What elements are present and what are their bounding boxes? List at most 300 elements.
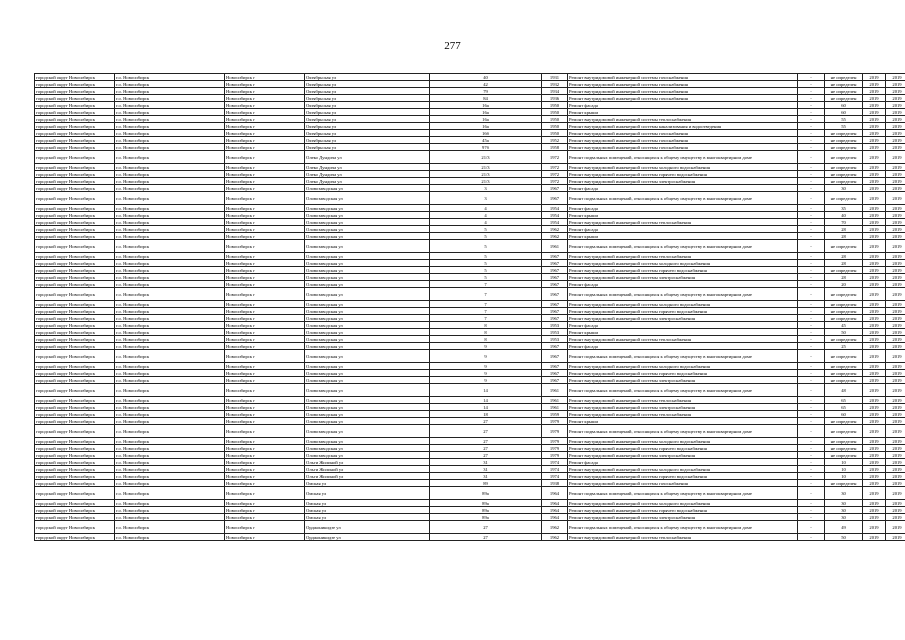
cell-district: г.о. Новосибирск <box>115 343 225 350</box>
cell-end-year: 2019 <box>886 288 905 301</box>
cell-cost: не определен <box>825 363 863 370</box>
cell-cost: 25 <box>825 343 863 350</box>
cell-work-type: Ремонт внутридомовой инженерной системы теплоснабжения <box>568 336 798 343</box>
cell-year: 1961 <box>542 404 568 411</box>
table-row <box>35 205 905 212</box>
cell-street: Ольги Жилиной ул <box>305 473 430 480</box>
cell-work-type: Ремонт внутридомовой инженерной системы газоснабжения <box>568 144 798 151</box>
cell-street: Оловозаводская ул <box>305 452 430 459</box>
cell-street: Октябрьская ул <box>305 144 430 151</box>
cell-end-year: 2019 <box>886 88 905 95</box>
cell-street: Ольги Жилиной ул <box>305 466 430 473</box>
cell-street: Омская ул <box>305 514 430 521</box>
cell-city: Новосибирск г <box>225 137 305 144</box>
cell-end-year: 2019 <box>886 151 905 164</box>
cell-house: 9 <box>430 343 542 350</box>
cell-street: Октябрьская ул <box>305 137 430 144</box>
cell-cost: не определен <box>825 301 863 308</box>
cell-work-type: Ремонт внутридомовой инженерной системы газоснабжения <box>568 137 798 144</box>
cell-dash: - <box>798 452 825 459</box>
cell-city: Новосибирск г <box>225 487 305 500</box>
cell-dash: - <box>798 473 825 480</box>
cell-house: 7 <box>430 288 542 301</box>
table-row <box>35 74 905 81</box>
cell-cost: 10 <box>825 473 863 480</box>
cell-house: 27 <box>430 438 542 445</box>
cell-end-year: 2019 <box>886 192 905 205</box>
cell-municipality: городской округ Новосибирск <box>35 192 115 205</box>
cell-cost: не определен <box>825 178 863 185</box>
cell-end-year: 2019 <box>886 452 905 459</box>
cell-start-year: 2019 <box>863 534 886 541</box>
cell-start-year: 2019 <box>863 274 886 281</box>
cell-city: Новосибирск г <box>225 123 305 130</box>
cell-municipality: городской округ Новосибирск <box>35 466 115 473</box>
cell-end-year: 2019 <box>886 315 905 322</box>
cell-end-year: 2019 <box>886 308 905 315</box>
cell-municipality: городской округ Новосибирск <box>35 315 115 322</box>
cell-cost: не определен <box>825 144 863 151</box>
cell-work-type: Ремонт фасада <box>568 459 798 466</box>
cell-city: Новосибирск г <box>225 95 305 102</box>
cell-city: Новосибирск г <box>225 178 305 185</box>
cell-municipality: городской округ Новосибирск <box>35 109 115 116</box>
cell-work-type: Ремонт внутридомовой инженерной системы теплоснабжения <box>568 116 798 123</box>
cell-end-year: 2019 <box>886 487 905 500</box>
cell-end-year: 2019 <box>886 411 905 418</box>
cell-city: Новосибирск г <box>225 343 305 350</box>
cell-year: 1932 <box>542 81 568 88</box>
cell-dash: - <box>798 521 825 534</box>
cell-start-year: 2019 <box>863 130 886 137</box>
cell-city: Новосибирск г <box>225 192 305 205</box>
cell-house: 89 <box>430 480 542 487</box>
cell-dash: - <box>798 260 825 267</box>
cell-dash: - <box>798 480 825 487</box>
cell-city: Новосибирск г <box>225 350 305 363</box>
cell-work-type: Ремонт внутридомовой инженерной системы горячего водоснабжения <box>568 171 798 178</box>
cell-end-year: 2019 <box>886 329 905 336</box>
cell-start-year: 2019 <box>863 363 886 370</box>
cell-start-year: 2019 <box>863 514 886 521</box>
table-row <box>35 445 905 452</box>
cell-house: 5 <box>430 260 542 267</box>
cell-municipality: городской округ Новосибирск <box>35 253 115 260</box>
table-row <box>35 500 905 507</box>
cell-street: Октябрьская ул <box>305 88 430 95</box>
cell-dash: - <box>798 130 825 137</box>
cell-end-year: 2019 <box>886 144 905 151</box>
table-row <box>35 411 905 418</box>
cell-dash: - <box>798 123 825 130</box>
cell-start-year: 2019 <box>863 459 886 466</box>
cell-district: г.о. Новосибирск <box>115 384 225 397</box>
cell-street: Оловозаводская ул <box>305 329 430 336</box>
cell-start-year: 2019 <box>863 253 886 260</box>
cell-end-year: 2019 <box>886 425 905 438</box>
cell-district: г.о. Новосибирск <box>115 534 225 541</box>
cell-district: г.о. Новосибирск <box>115 95 225 102</box>
cell-district: г.о. Новосибирск <box>115 397 225 404</box>
cell-district: г.о. Новосибирск <box>115 178 225 185</box>
cell-start-year: 2019 <box>863 507 886 514</box>
cell-house: 16а <box>430 123 542 130</box>
cell-district: г.о. Новосибирск <box>115 81 225 88</box>
cell-year: 1954 <box>542 212 568 219</box>
cell-dash: - <box>798 507 825 514</box>
table-row <box>35 315 905 322</box>
cell-start-year: 2019 <box>863 171 886 178</box>
cell-work-type: Ремонт подвальных помещений, относящихся к общему имуществу в многоквартирном доме <box>568 487 798 500</box>
cell-cost: 65 <box>825 404 863 411</box>
cell-city: Новосибирск г <box>225 226 305 233</box>
cell-street: Олеко Дундича ул <box>305 171 430 178</box>
cell-municipality: городской округ Новосибирск <box>35 521 115 534</box>
cell-district: г.о. Новосибирск <box>115 500 225 507</box>
cell-end-year: 2019 <box>886 74 905 81</box>
cell-street: Оловозаводская ул <box>305 425 430 438</box>
cell-end-year: 2019 <box>886 123 905 130</box>
cell-start-year: 2019 <box>863 95 886 102</box>
cell-house: 9 <box>430 350 542 363</box>
table-row <box>35 425 905 438</box>
cell-cost: 35 <box>825 205 863 212</box>
cell-dash: - <box>798 370 825 377</box>
table-row <box>35 178 905 185</box>
cell-start-year: 2019 <box>863 350 886 363</box>
cell-work-type: Ремонт внутридомовой инженерной системы газоснабжения <box>568 81 798 88</box>
cell-work-type: Ремонт подвальных помещений, относящихся к общему имуществу в многоквартирном доме <box>568 192 798 205</box>
cell-city: Новосибирск г <box>225 130 305 137</box>
cell-city: Новосибирск г <box>225 171 305 178</box>
cell-work-type: Ремонт внутридомовой инженерной системы теплоснабжения <box>568 219 798 226</box>
cell-municipality: городской округ Новосибирск <box>35 81 115 88</box>
cell-street: Олеко Дундича ул <box>305 151 430 164</box>
cell-year: 1967 <box>542 370 568 377</box>
cell-city: Новосибирск г <box>225 466 305 473</box>
cell-city: Новосибирск г <box>225 411 305 418</box>
cell-municipality: городской округ Новосибирск <box>35 185 115 192</box>
cell-year: 1961 <box>542 397 568 404</box>
cell-work-type: Ремонт внутридомовой инженерной системы холодного водоснабжения <box>568 301 798 308</box>
cell-district: г.о. Новосибирск <box>115 151 225 164</box>
cell-work-type: Ремонт внутридомовой инженерной системы канализования и водоотведения <box>568 123 798 130</box>
cell-municipality: городской округ Новосибирск <box>35 102 115 109</box>
cell-start-year: 2019 <box>863 322 886 329</box>
cell-house: 9 <box>430 377 542 384</box>
table-row <box>35 130 905 137</box>
cell-city: Новосибирск г <box>225 116 305 123</box>
table-row <box>35 370 905 377</box>
table-row <box>35 507 905 514</box>
cell-city: Новосибирск г <box>225 308 305 315</box>
cell-street: Оловозаводская ул <box>305 267 430 274</box>
cell-work-type: Ремонт внутридомовой инженерной системы теплоснабжения <box>568 534 798 541</box>
cell-work-type: Ремонт внутридомовой инженерной системы теплоснабжения <box>568 411 798 418</box>
cell-city: Новосибирск г <box>225 164 305 171</box>
cell-district: г.о. Новосибирск <box>115 418 225 425</box>
cell-house: 4 <box>430 212 542 219</box>
cell-work-type: Ремонт фасада <box>568 322 798 329</box>
cell-start-year: 2019 <box>863 521 886 534</box>
cell-street: Оловозаводская ул <box>305 397 430 404</box>
cell-dash: - <box>798 144 825 151</box>
cell-district: г.о. Новосибирск <box>115 130 225 137</box>
cell-house: 31 <box>430 466 542 473</box>
cell-dash: - <box>798 322 825 329</box>
cell-cost: 10 <box>825 466 863 473</box>
cell-year: 1950 <box>542 130 568 137</box>
cell-year: 1953 <box>542 322 568 329</box>
cell-dash: - <box>798 219 825 226</box>
cell-city: Новосибирск г <box>225 452 305 459</box>
cell-district: г.о. Новосибирск <box>115 322 225 329</box>
cell-dash: - <box>798 534 825 541</box>
cell-house: 5 <box>430 240 542 253</box>
cell-work-type: Ремонт подвальных помещений, относящихся к общему имуществу в многоквартирном доме <box>568 288 798 301</box>
cell-start-year: 2019 <box>863 425 886 438</box>
cell-cost: не определен <box>825 350 863 363</box>
cell-work-type: Ремонт подвальных помещений, относящихся к общему имуществу в многоквартирном доме <box>568 350 798 363</box>
cell-work-type: Ремонт крыши <box>568 212 798 219</box>
cell-start-year: 2019 <box>863 418 886 425</box>
cell-dash: - <box>798 487 825 500</box>
table-row <box>35 397 905 404</box>
cell-district: г.о. Новосибирск <box>115 438 225 445</box>
cell-cost: 60 <box>825 102 863 109</box>
cell-work-type: Ремонт внутридомовой инженерной системы горячего водоснабжения <box>568 370 798 377</box>
cell-work-type: Ремонт крыши <box>568 233 798 240</box>
cell-house: 84 <box>430 95 542 102</box>
cell-house: 8 <box>430 322 542 329</box>
cell-work-type: Ремонт внутридомовой инженерной системы холодного водоснабжения <box>568 438 798 445</box>
cell-start-year: 2019 <box>863 445 886 452</box>
cell-street: Оловозаводская ул <box>305 301 430 308</box>
cell-house: 5 <box>430 274 542 281</box>
cell-cost: 28 <box>825 226 863 233</box>
cell-end-year: 2019 <box>886 397 905 404</box>
cell-end-year: 2019 <box>886 418 905 425</box>
cell-street: Оловозаводская ул <box>305 274 430 281</box>
cell-end-year: 2019 <box>886 473 905 480</box>
cell-start-year: 2019 <box>863 240 886 253</box>
cell-house: 14 <box>430 397 542 404</box>
cell-municipality: городской округ Новосибирск <box>35 370 115 377</box>
cell-street: Оловозаводская ул <box>305 315 430 322</box>
cell-municipality: городской округ Новосибирск <box>35 350 115 363</box>
cell-dash: - <box>798 425 825 438</box>
cell-city: Новосибирск г <box>225 445 305 452</box>
cell-street: Оловозаводская ул <box>305 322 430 329</box>
cell-year: 1979 <box>542 452 568 459</box>
cell-dash: - <box>798 205 825 212</box>
table-row <box>35 226 905 233</box>
cell-municipality: городской округ Новосибирск <box>35 212 115 219</box>
cell-work-type: Ремонт подвальных помещений, относящихся к общему имуществу в многоквартирном доме <box>568 151 798 164</box>
cell-city: Новосибирск г <box>225 500 305 507</box>
cell-cost: не определен <box>825 192 863 205</box>
cell-house: 21/3 <box>430 151 542 164</box>
cell-municipality: городской округ Новосибирск <box>35 445 115 452</box>
cell-street: Октябрьская ул <box>305 109 430 116</box>
cell-end-year: 2019 <box>886 377 905 384</box>
page-number: 277 <box>444 40 461 52</box>
cell-start-year: 2019 <box>863 88 886 95</box>
table-row <box>35 452 905 459</box>
cell-cost: 28 <box>825 253 863 260</box>
cell-start-year: 2019 <box>863 397 886 404</box>
cell-street: Оловозаводская ул <box>305 212 430 219</box>
cell-cost: 28 <box>825 260 863 267</box>
cell-district: г.о. Новосибирск <box>115 473 225 480</box>
cell-house: 16а <box>430 116 542 123</box>
cell-city: Новосибирск г <box>225 267 305 274</box>
table-row <box>35 240 905 253</box>
cell-street: Олеко Дундича ул <box>305 178 430 185</box>
cell-end-year: 2019 <box>886 95 905 102</box>
cell-year: 1961 <box>542 240 568 253</box>
cell-house: 31 <box>430 459 542 466</box>
cell-district: г.о. Новосибирск <box>115 377 225 384</box>
cell-end-year: 2019 <box>886 363 905 370</box>
cell-house: 40 <box>430 74 542 81</box>
cell-work-type: Ремонт внутридомовой инженерной системы электроснабжения <box>568 274 798 281</box>
cell-municipality: городской округ Новосибирск <box>35 329 115 336</box>
cell-house: 31 <box>430 473 542 480</box>
cell-work-type: Ремонт внутридомовой инженерной системы электроснабжения <box>568 514 798 521</box>
cell-street: Олеко Дундича ул <box>305 164 430 171</box>
cell-street: Оловозаводская ул <box>305 363 430 370</box>
cell-city: Новосибирск г <box>225 425 305 438</box>
cell-dash: - <box>798 240 825 253</box>
cell-cost: не определен <box>825 370 863 377</box>
cell-municipality: городской округ Новосибирск <box>35 343 115 350</box>
cell-municipality: городской округ Новосибирск <box>35 151 115 164</box>
cell-street: Оловозаводская ул <box>305 233 430 240</box>
cell-house: 4 <box>430 219 542 226</box>
cell-cost: 20 <box>825 281 863 288</box>
cell-district: г.о. Новосибирск <box>115 137 225 144</box>
cell-dash: - <box>798 233 825 240</box>
cell-city: Новосибирск г <box>225 397 305 404</box>
cell-street: Оловозаводская ул <box>305 445 430 452</box>
table-row <box>35 384 905 397</box>
cell-year: 1964 <box>542 500 568 507</box>
cell-end-year: 2019 <box>886 171 905 178</box>
cell-cost: не определен <box>825 164 863 171</box>
cell-municipality: городской округ Новосибирск <box>35 425 115 438</box>
cell-house: 97б <box>430 144 542 151</box>
cell-start-year: 2019 <box>863 315 886 322</box>
cell-city: Новосибирск г <box>225 329 305 336</box>
cell-dash: - <box>798 397 825 404</box>
cell-dash: - <box>798 438 825 445</box>
cell-house: 16а <box>430 109 542 116</box>
cell-work-type: Ремонт внутридомовой инженерной системы горячего водоснабжения <box>568 267 798 274</box>
cell-cost: не определен <box>825 151 863 164</box>
cell-work-type: Ремонт внутридомовой инженерной системы холодного водоснабжения <box>568 164 798 171</box>
cell-dash: - <box>798 301 825 308</box>
cell-municipality: городской округ Новосибирск <box>35 74 115 81</box>
cell-street: Оловозаводская ул <box>305 438 430 445</box>
cell-district: г.о. Новосибирск <box>115 452 225 459</box>
cell-municipality: городской округ Новосибирск <box>35 507 115 514</box>
cell-cost: 49 <box>825 521 863 534</box>
table-row <box>35 109 905 116</box>
cell-house: 7 <box>430 301 542 308</box>
cell-street: Оловозаводская ул <box>305 384 430 397</box>
cell-start-year: 2019 <box>863 144 886 151</box>
cell-street: Оловозаводская ул <box>305 185 430 192</box>
cell-district: г.о. Новосибирск <box>115 466 225 473</box>
cell-work-type: Ремонт внутридомовой инженерной системы газоснабжения <box>568 130 798 137</box>
cell-municipality: городской округ Новосибирск <box>35 144 115 151</box>
cell-end-year: 2019 <box>886 205 905 212</box>
cell-year: 1979 <box>542 438 568 445</box>
cell-city: Новосибирск г <box>225 102 305 109</box>
cell-start-year: 2019 <box>863 480 886 487</box>
cell-end-year: 2019 <box>886 343 905 350</box>
cell-end-year: 2019 <box>886 240 905 253</box>
cell-cost: не определен <box>825 480 863 487</box>
cell-municipality: городской округ Новосибирск <box>35 534 115 541</box>
cell-end-year: 2019 <box>886 185 905 192</box>
cell-cost: не определен <box>825 74 863 81</box>
cell-start-year: 2019 <box>863 500 886 507</box>
cell-district: г.о. Новосибирск <box>115 192 225 205</box>
cell-house: 7 <box>430 315 542 322</box>
cell-start-year: 2019 <box>863 260 886 267</box>
cell-dash: - <box>798 151 825 164</box>
cell-house: 89а <box>430 514 542 521</box>
cell-end-year: 2019 <box>886 164 905 171</box>
cell-year: 1972 <box>542 151 568 164</box>
cell-cost: 40 <box>825 212 863 219</box>
cell-city: Новосибирск г <box>225 336 305 343</box>
cell-end-year: 2019 <box>886 281 905 288</box>
table-row <box>35 350 905 363</box>
table-row <box>35 514 905 521</box>
cell-end-year: 2019 <box>886 514 905 521</box>
table-row <box>35 144 905 151</box>
cell-cost: не определен <box>825 425 863 438</box>
cell-municipality: городской округ Новосибирск <box>35 260 115 267</box>
cell-dash: - <box>798 281 825 288</box>
cell-district: г.о. Новосибирск <box>115 459 225 466</box>
cell-dash: - <box>798 102 825 109</box>
cell-dash: - <box>798 81 825 88</box>
cell-municipality: городской округ Новосибирск <box>35 267 115 274</box>
table-row <box>35 164 905 171</box>
cell-work-type: Ремонт внутридомовой инженерной системы горячего водоснабжения <box>568 507 798 514</box>
cell-year: 1952 <box>542 137 568 144</box>
cell-end-year: 2019 <box>886 267 905 274</box>
cell-cost: 60 <box>825 411 863 418</box>
cell-dash: - <box>798 329 825 336</box>
cell-end-year: 2019 <box>886 507 905 514</box>
table-row <box>35 308 905 315</box>
cell-street: Омская ул <box>305 487 430 500</box>
cell-municipality: городской округ Новосибирск <box>35 288 115 301</box>
cell-year: 1964 <box>542 487 568 500</box>
table-row <box>35 260 905 267</box>
table-row <box>35 343 905 350</box>
table-row <box>35 137 905 144</box>
cell-dash: - <box>798 109 825 116</box>
cell-start-year: 2019 <box>863 370 886 377</box>
table-row <box>35 473 905 480</box>
cell-cost: не определен <box>825 171 863 178</box>
